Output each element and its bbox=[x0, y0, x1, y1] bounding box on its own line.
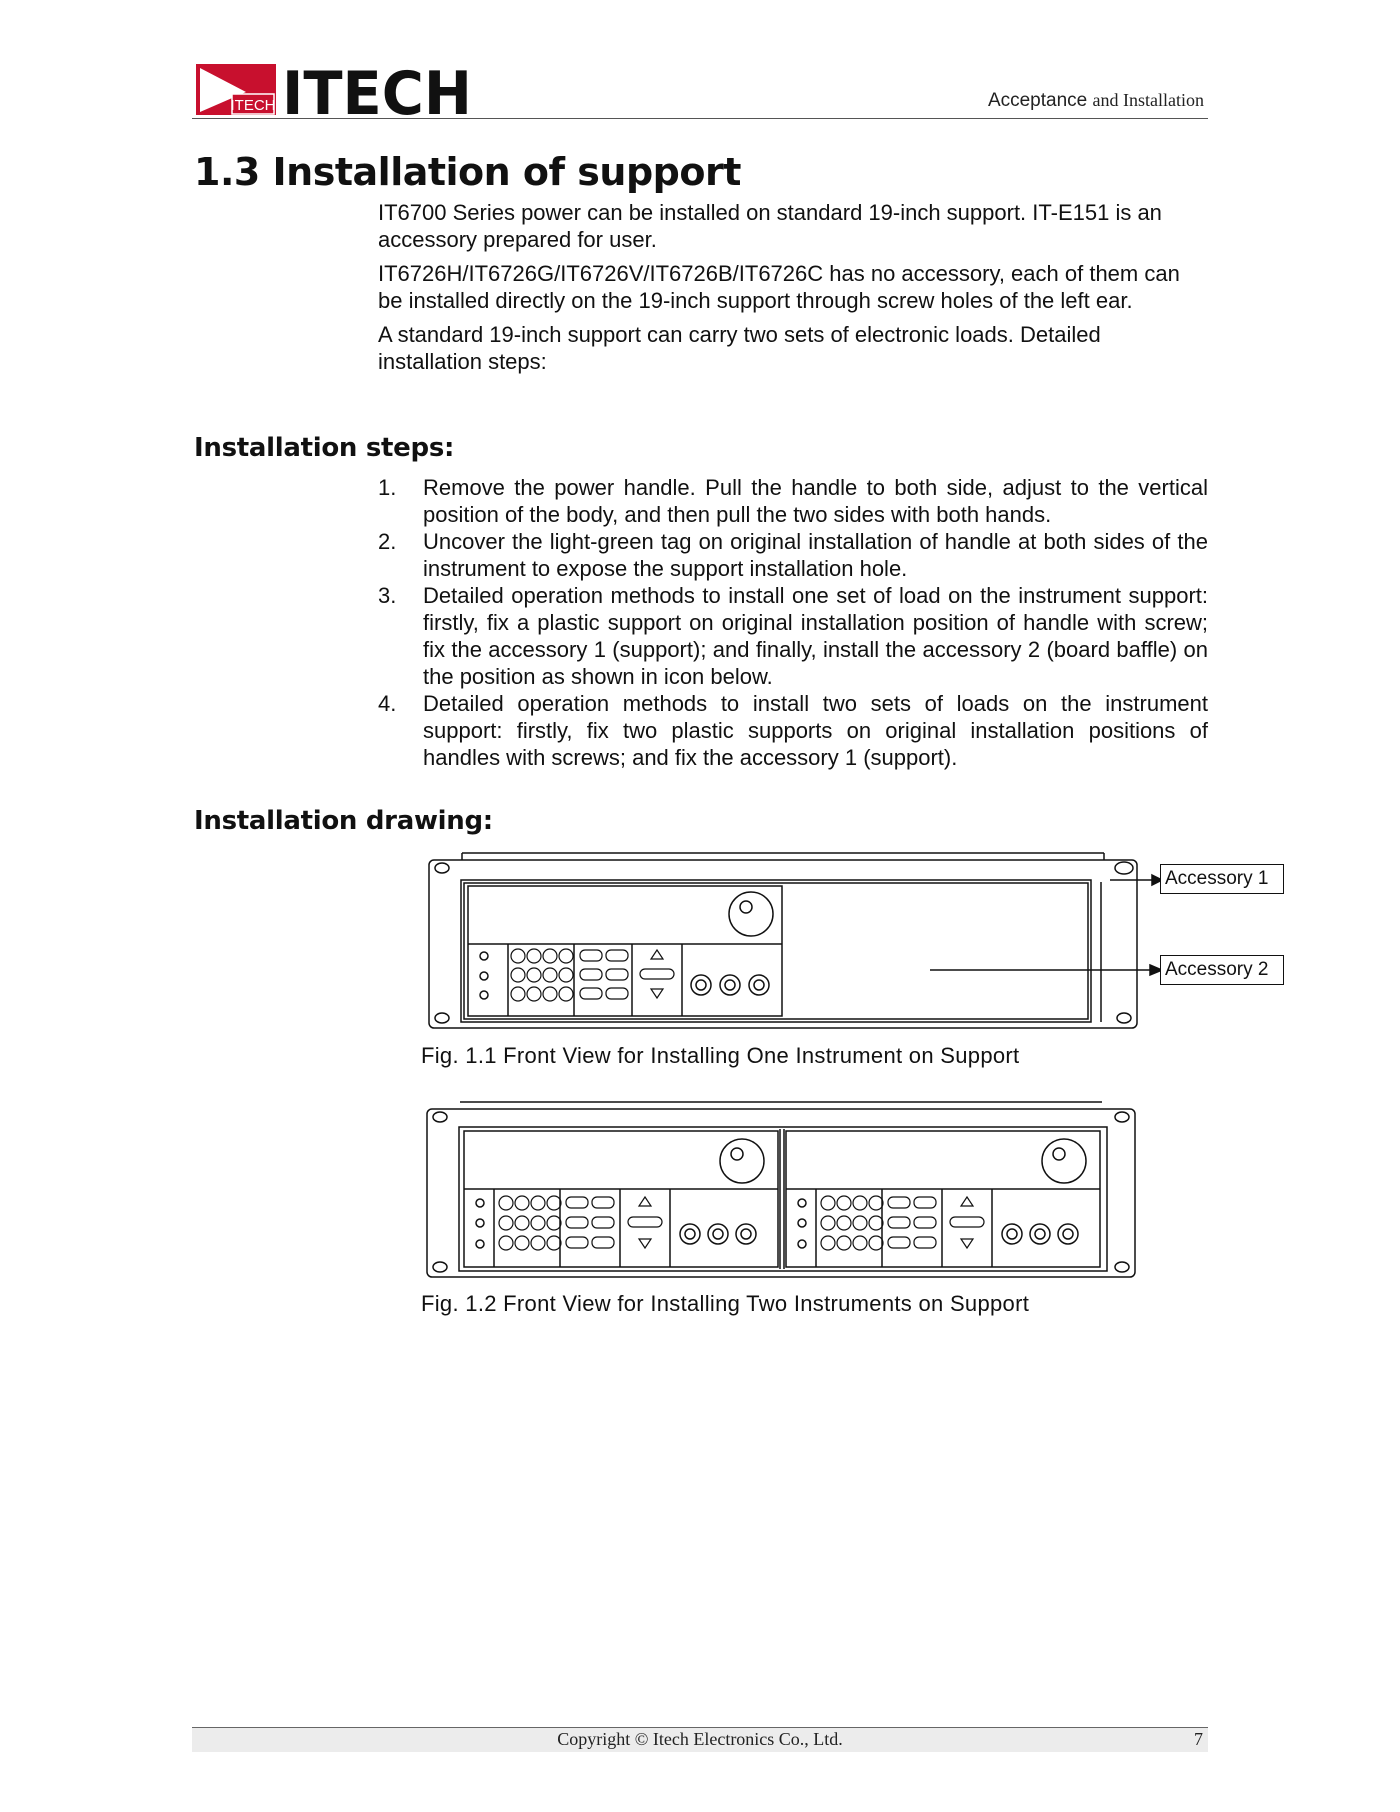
intro-paragraph-1: IT6700 Series power can be installed on standard 19-inch support. IT-E151 is an accessory prepared for user. bbox=[378, 200, 1162, 252]
figure-1-drawing bbox=[428, 852, 1140, 1032]
step-item bbox=[378, 528, 1208, 582]
figure-2-caption: Fig. 1.2 Front View for Installing Two Instruments on Support bbox=[421, 1291, 1030, 1316]
header-divider bbox=[192, 118, 1208, 119]
page-number: 7 bbox=[1194, 1729, 1203, 1749]
figure-2-drawing bbox=[426, 1101, 1138, 1281]
step-text: Detailed operation methods to install two sets of loads on the instrument support: firstly, fix two plastic supports on original installation positions of handles with screws; and fix the accessory 1 (support). bbox=[423, 691, 1208, 770]
steps-heading: Installation steps: bbox=[194, 433, 455, 463]
step-text: Remove the power handle. Pull the handle to both side, adjust to the vertical position of the body, and then pull the two sides with both hands. bbox=[423, 475, 1208, 527]
accessory-2-leader bbox=[930, 960, 1162, 980]
page-title: 1.3 Installation of support bbox=[194, 150, 741, 194]
steps-list bbox=[378, 474, 1208, 771]
logo-badge: ITECH bbox=[230, 97, 276, 114]
step-item bbox=[378, 582, 1208, 690]
step-number: 3. bbox=[378, 583, 397, 608]
step-number: 4. bbox=[378, 691, 397, 716]
header-section-word: Acceptance bbox=[987, 90, 1088, 111]
step-item bbox=[378, 474, 1208, 528]
running-header bbox=[988, 90, 1204, 112]
step-item bbox=[378, 690, 1208, 771]
header-section-rest: and Installation bbox=[1092, 90, 1204, 110]
footer-copyright: Copyright © Itech Electronics Co., Ltd. bbox=[557, 1729, 843, 1749]
intro-paragraph-2: IT6726H/IT6726G/IT6726V/IT6726B/IT6726C has no accessory, each of them can be installed directly on the 19-inch support through screw holes of the left ear. bbox=[378, 261, 1180, 313]
accessory-1-label: Accessory 1 bbox=[1160, 864, 1284, 894]
accessory-2-label: Accessory 2 bbox=[1160, 955, 1284, 985]
logo-wordmark: ITECH bbox=[282, 62, 472, 117]
step-text: Uncover the light-green tag on original installation of handle at both sides of the instrument to expose the support installation hole. bbox=[423, 529, 1208, 581]
drawing-heading: Installation drawing: bbox=[194, 806, 493, 836]
step-number: 2. bbox=[378, 529, 397, 554]
figure-1-caption: Fig. 1.1 Front View for Installing One Instrument on Support bbox=[421, 1043, 1020, 1068]
itech-logo bbox=[196, 62, 476, 117]
intro-text bbox=[378, 199, 1208, 382]
step-text: Detailed operation methods to install one set of load on the instrument support: firstly, fix a plastic support on original installation position of handle with screw; fix the accessory 1 (support); and finally, install the accessory 2 (board baffle) on the position as shown in icon below. bbox=[423, 583, 1208, 689]
intro-paragraph-3: A standard 19-inch support can carry two sets of electronic loads. Detailed installation steps: bbox=[378, 322, 1101, 374]
step-number: 1. bbox=[378, 475, 397, 500]
